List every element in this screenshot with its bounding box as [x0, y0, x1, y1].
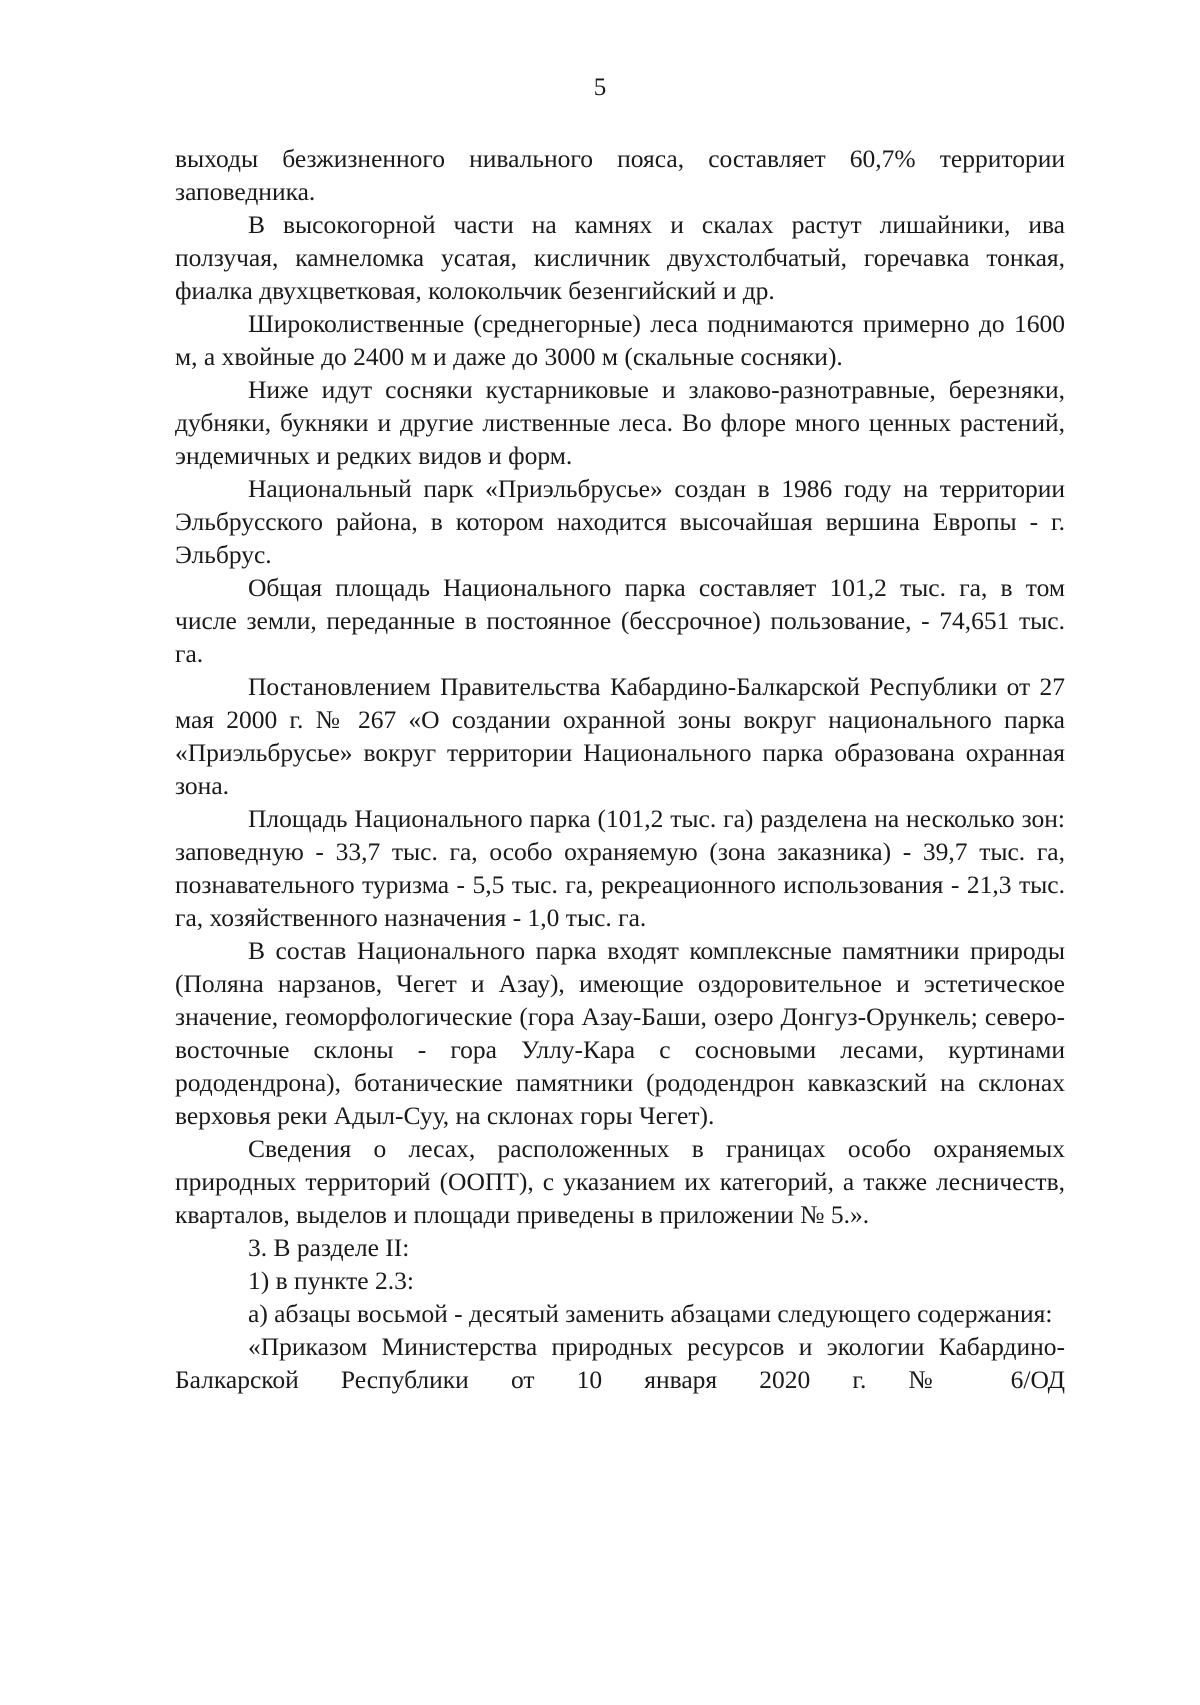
- paragraph: В высокогорной части на камнях и скалах растут лишайники, ива ползучая, камнеломка усатая, кисличник двухстолбчатый, горечавка тонкая, фиалка двухцветковая, колокольчик безенгийский и др.: [175, 210, 1065, 305]
- paragraph: В состав Национального парка входят комплексные памятники природы (Поляна нарзанов, Чегет и Азау), имеющие оздоровительное и эстетическое значение, геоморфологические (гора Азау-Баши, озеро Донгуз-Орункель; северо-восточные склоны - гора Уллу-Кара с сосновыми лесами, куртинами рододендрона), ботанические памятники (рододендрон кавказский на склонах верховья реки Адыл-Суу, на склонах горы Чегет).: [175, 936, 1065, 1130]
- page-number: 5: [593, 74, 607, 101]
- paragraph: Сведения о лесах, расположенных в границах особо охраняемых природных территорий (ООПТ), с указанием их категорий, а также лесничеств, кварталов, выделов и площади приведены в приложении № 5.».: [175, 1134, 1065, 1229]
- paragraph: выходы безжизненного нивального пояса, составляет 60,7% территории заповедника.: [175, 144, 1065, 206]
- paragraph: 3. В разделе II:: [248, 1233, 410, 1262]
- paragraph: а) абзацы восьмой - десятый заменить абзацами следующего содержания:: [248, 1299, 1053, 1328]
- document-body: [175, 142, 1065, 1396]
- paragraph: «Приказом Министерства природных ресурсов и экологии Кабардино-Балкарской Республики от 10 января 2020 г. № 6/ОД: [175, 1332, 1065, 1394]
- paragraph: Постановлением Правительства Кабардино-Балкарской Республики от 27 мая 2000 г. № 267 «О создании охранной зоны вокруг национального парка «Приэльбрусье» вокруг территории Национального парка образована охранная зона.: [175, 672, 1065, 800]
- paragraph: Широколиственные (среднегорные) леса поднимаются примерно до 1600 м, а хвойные до 2400 м и даже до 3000 м (скальные сосняки).: [175, 309, 1065, 371]
- paragraph: Национальный парк «Приэльбрусье» создан в 1986 году на территории Эльбрусского района, в котором находится высочайшая вершина Европы - г. Эльбрус.: [175, 474, 1065, 569]
- paragraph: Площадь Национального парка (101,2 тыс. га) разделена на несколько зон: заповедную - 33,7 тыс. га, особо охраняемую (зона заказника) - 39,7 тыс. га, познавательного туризма - 5,5 тыс. га, рекреационного использования - 21,3 тыс. га, хозяйственного назначения - 1,0 тыс. га.: [175, 804, 1065, 932]
- paragraph: 1) в пункте 2.3:: [248, 1266, 414, 1295]
- paragraph: Ниже идут сосняки кустарниковые и злаково-разнотравные, березняки, дубняки, букняки и другие лиственные леса. Во флоре много ценных растений, эндемичных и редких видов и форм.: [175, 375, 1065, 470]
- paragraph: Общая площадь Национального парка составляет 101,2 тыс. га, в том числе земли, переданные в постоянное (бессрочное) пользование, - 74,651 тыс. га.: [175, 573, 1065, 668]
